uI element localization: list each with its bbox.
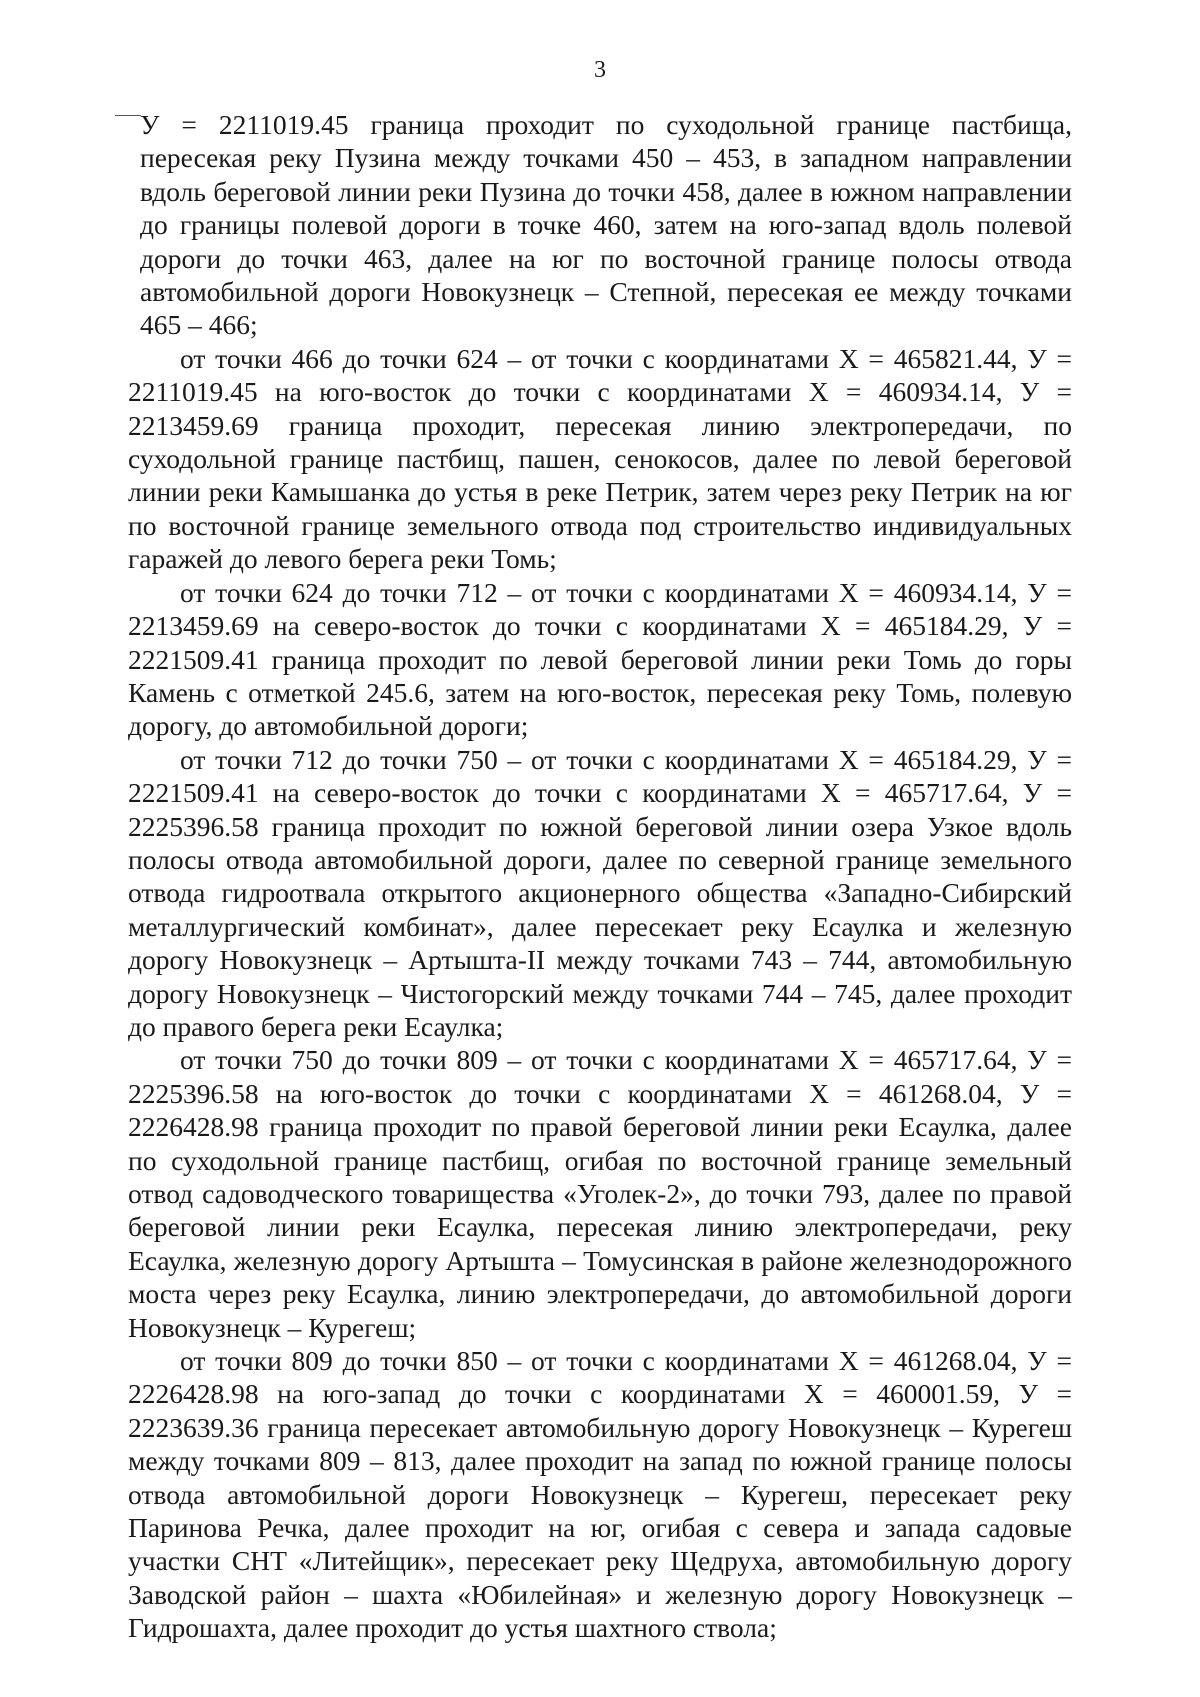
paragraph-points-466-624: от точки 466 до точки 624 – от точки с координатами X = 465821.44, У = 2211019.45 на юго-восток до точки с координатами X = 460934.14, У = 2213459.69 граница проходит, пересекая линию электропередачи, по суходольной границе пастбищ, пашен, сенокосов, далее по левой береговой линии реки Камышанка до устья в реке Петрик, затем через реку Петрик на юг по восточной границе земельного отвода под строительство индивидуальных гаражей до левого берега реки Томь; [128,342,1072,575]
paragraph-points-712-750: от точки 712 до точки 750 – от точки с координатами X = 465184.29, У = 2221509.41 на северо-восток до точки с координатами X = 465717.64, У = 2225396.58 граница проходит по южной береговой линии озера Узкое вдоль полосы отвода автомобильной дороги, далее по северной границе земельного отвода гидроотвала открытого акционерного общества «Западно-Сибирский металлургический комбинат», далее пересекает реку Есаулка и железную дорогу Новокузнецк – Артышта-II между точками 743 – 744, автомобильную дорогу Новокузнецк – Чистогорский между точками 744 – 745, далее проходит до правого берега реки Есаулка; [128,743,1072,1042]
paragraph-boundary-continuation: У = 2211019.45 граница проходит по суходольной границе пастбища, пересекая реку Пузина между точками 450 – 453, в западном направлении вдоль береговой линии реки Пузина до точки 458, далее в южном направлении до границы полевой дороги в точке 460, затем на юго-запад вдоль полевой дороги до точки 463, далее на юг по восточной границе полосы отвода автомобильной дороги Новокузнецк – Степной, пересекая ее между точками 465 – 466; [140,109,1072,341]
paragraph-points-624-712: от точки 624 до точки 712 – от точки с координатами X = 460934.14, У = 2213459.69 на северо-восток до точки с координатами X = 465184.29, У = 2221509.41 граница проходит по левой береговой линии реки Томь до горы Камень с отметкой 245.6, затем на юго-восток, пересекая реку Томь, полевую дорогу, до автомобильной дороги; [128,576,1072,742]
page-number: 3 [594,57,606,83]
paragraph-points-809-850: от точки 809 до точки 850 – от точки с координатами X = 461268.04, У = 2226428.98 на юго-запад до точки с координатами X = 460001.59, У = 2223639.36 граница пересекает автомобильную дорогу Новокузнецк – Курегеш между точками 809 – 813, далее проходит на запад по южной границе полосы отвода автомобильной дороги Новокузнецк – Курегеш, пересекает реку Паринова Речка, далее проходит на юг, огибая с севера и запада садовые участки СНТ «Литейщик», пересекает реку Щедруха, автомобильную дорогу Заводской район – шахта «Юбилейная» и железную дорогу Новокузнецк – Гидрошахта, далее проходит до устья шахтного ствола; [128,1345,1072,1644]
paragraph-points-750-809: от точки 750 до точки 809 – от точки с координатами X = 465717.64, У = 2225396.58 на юго-восток до точки с координатами X = 461268.04, У = 2226428.98 граница проходит по правой береговой линии реки Есаулка, далее по суходольной границе пастбищ, огибая по восточной границе земельный отвод садоводческого товарищества «Уголек-2», до точки 793, далее по правой береговой линии реки Есаулка, пересекая линию электропередачи, реку Есаулка, железную дорогу Артышта – Томусинская в районе железнодорожного моста через реку Есаулка, линию электропередачи, до автомобильной дороги Новокузнецк – Курегеш; [128,1044,1072,1343]
document-body [128,108,1072,1645]
